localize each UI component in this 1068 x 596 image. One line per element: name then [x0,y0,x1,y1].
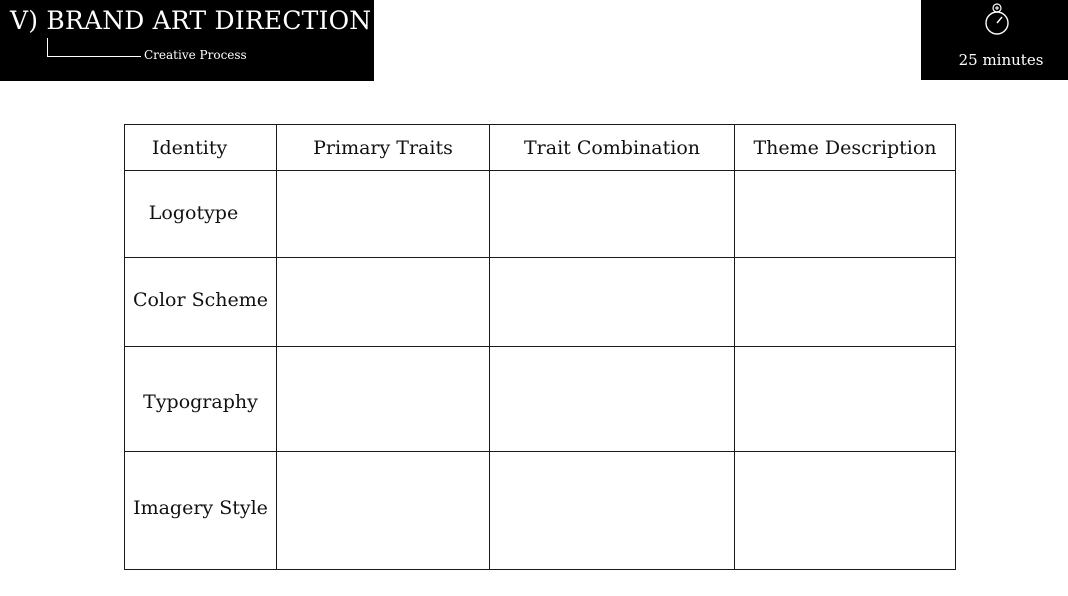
page-title: V) BRAND ART DIRECTION [10,6,372,35]
table-row [125,258,956,347]
column-header-trait-combination: Trait Combination [490,125,735,171]
title-banner [0,0,374,81]
timer-badge [921,0,1068,80]
cell-primary-traits[interactable] [277,258,490,347]
row-label-imagery-style: Imagery Style [125,452,277,570]
row-label-color-scheme: Color Scheme [125,258,277,347]
column-header-theme-description: Theme Description [735,125,956,171]
table-row [125,452,956,570]
cell-trait-combination[interactable] [490,258,735,347]
page-subtitle: Creative Process [144,48,247,62]
stopwatch-icon [982,2,1012,36]
cell-theme-description[interactable] [735,347,956,452]
timer-duration: 25 minutes [958,51,1044,69]
cell-trait-combination[interactable] [490,452,735,570]
cell-trait-combination[interactable] [490,171,735,258]
column-header-identity: Identity [125,125,277,171]
brand-direction-table [124,124,956,570]
table-header-row [125,125,956,171]
cell-primary-traits[interactable] [277,452,490,570]
cell-primary-traits[interactable] [277,347,490,452]
row-label-logotype: Logotype [125,171,277,258]
table-row [125,171,956,258]
cell-theme-description[interactable] [735,171,956,258]
cell-theme-description[interactable] [735,452,956,570]
table-row [125,347,956,452]
cell-trait-combination[interactable] [490,347,735,452]
cell-theme-description[interactable] [735,258,956,347]
row-label-typography: Typography [125,347,277,452]
connector-line [47,38,141,57]
cell-primary-traits[interactable] [277,171,490,258]
column-header-primary-traits: Primary Traits [277,125,490,171]
